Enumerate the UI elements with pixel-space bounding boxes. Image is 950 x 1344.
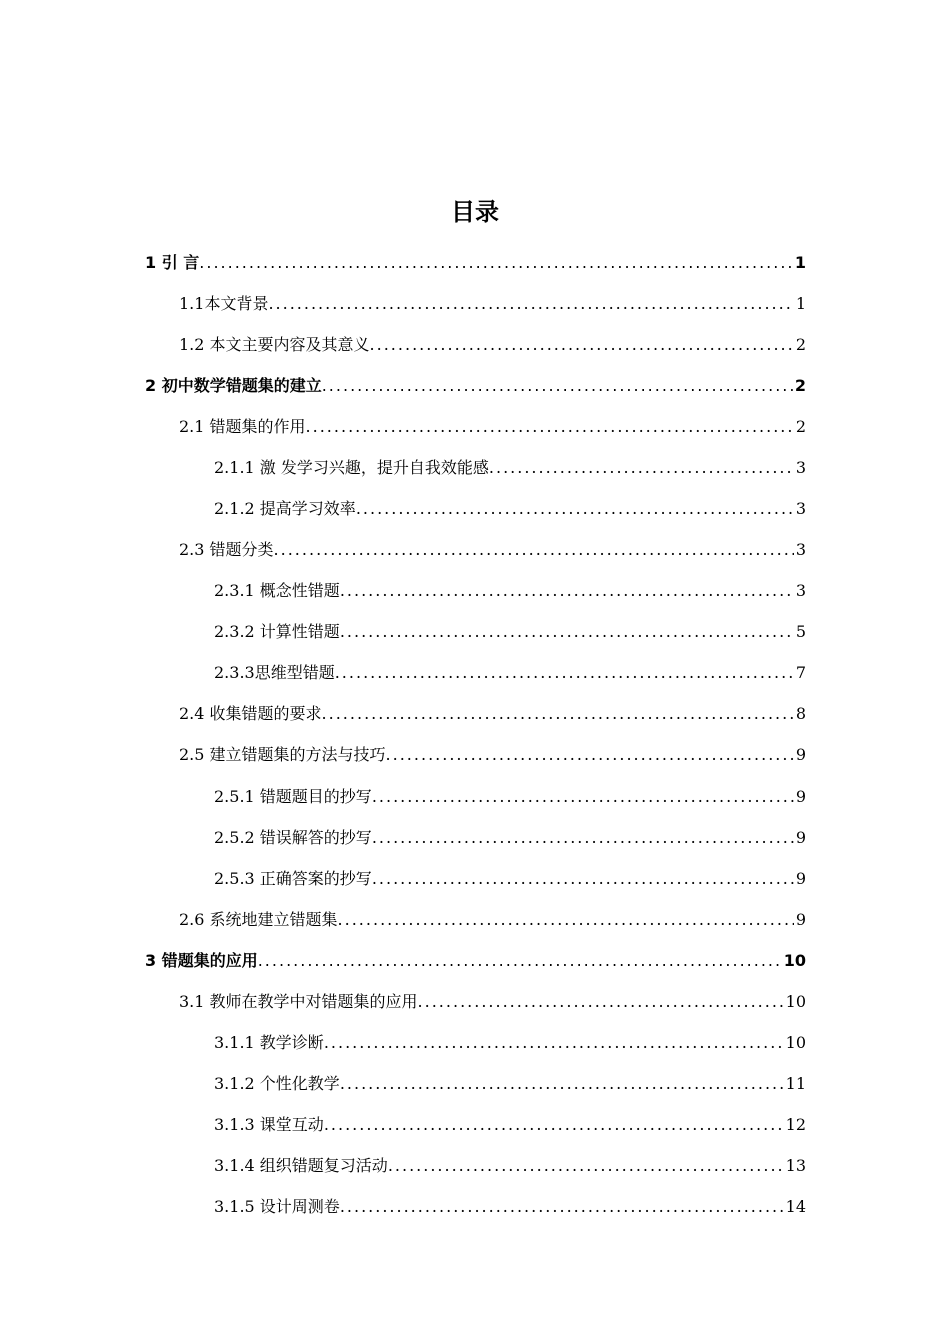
toc-entry[interactable] xyxy=(214,1195,806,1219)
toc-entry-label: 3.1.3 课堂互动 xyxy=(214,1114,324,1134)
toc-entry-page: 7 xyxy=(795,663,806,683)
toc-entry-page: 9 xyxy=(795,868,806,888)
toc-entry-page: 3 xyxy=(795,458,806,478)
toc-entry-page: 2 xyxy=(795,335,806,355)
toc-entry-page: 9 xyxy=(795,786,806,806)
toc-entry-page: 2 xyxy=(794,376,806,396)
toc-entry[interactable] xyxy=(179,538,806,562)
toc-entry-page: 9 xyxy=(795,909,806,929)
toc-entry-label: 2.5.1 错题题目的抄写 xyxy=(214,786,372,806)
dot-leader xyxy=(356,497,794,521)
dot-leader xyxy=(258,949,782,973)
dot-leader xyxy=(274,538,794,562)
toc-entry[interactable] xyxy=(214,826,806,850)
toc-entry[interactable] xyxy=(214,785,806,809)
toc-entry[interactable] xyxy=(214,456,806,480)
toc-entry-page: 8 xyxy=(795,704,806,724)
dot-leader xyxy=(322,374,793,398)
toc-entry-page: 3 xyxy=(795,540,806,560)
dot-leader xyxy=(340,579,794,603)
dot-leader xyxy=(324,1113,784,1137)
toc-entry-label: 1 引 言 xyxy=(145,253,200,272)
toc-entry-page: 9 xyxy=(795,827,806,847)
toc-entry-label: 2.4 收集错题的要求 xyxy=(179,704,322,724)
toc-entry[interactable] xyxy=(214,867,806,891)
dot-leader xyxy=(306,415,794,439)
toc-title: 目录 xyxy=(451,198,499,226)
dot-leader xyxy=(338,908,794,932)
toc-entry-page: 5 xyxy=(795,622,806,642)
dot-leader xyxy=(372,785,794,809)
toc-entry-page: 14 xyxy=(785,1196,806,1216)
dot-leader xyxy=(418,990,784,1014)
toc-entry-label: 2.5.3 正确答案的抄写 xyxy=(214,868,372,888)
toc-entry-page: 3 xyxy=(795,499,806,519)
dot-leader xyxy=(324,1031,784,1055)
toc-entry-label: 2.5 建立错题集的方法与技巧 xyxy=(179,745,386,765)
toc-entry-label: 2 初中数学错题集的建立 xyxy=(145,376,322,396)
toc-entry-label: 2.3.3思维型错题 xyxy=(214,663,335,683)
dot-leader xyxy=(268,292,793,316)
dot-leader xyxy=(386,743,794,767)
toc-entry[interactable] xyxy=(214,1113,806,1137)
toc-entry[interactable] xyxy=(214,620,806,644)
dot-leader xyxy=(340,620,794,644)
toc-entry-label: 2.1.2 提高学习效率 xyxy=(214,499,356,519)
toc-entry-page: 10 xyxy=(785,991,806,1011)
dot-leader xyxy=(340,1072,784,1096)
toc-entry[interactable] xyxy=(179,292,806,316)
toc-entry-label: 2.5.2 错误解答的抄写 xyxy=(214,827,372,847)
toc-entry[interactable] xyxy=(145,251,806,275)
dot-leader xyxy=(388,1154,784,1178)
toc-entry-page: 11 xyxy=(785,1073,806,1093)
toc-entry-label: 3.1.1 教学诊断 xyxy=(214,1032,324,1052)
toc-entry[interactable] xyxy=(214,579,806,603)
dot-leader xyxy=(340,1195,784,1219)
toc-entry[interactable] xyxy=(179,990,806,1014)
toc-entry-page: 1 xyxy=(794,253,806,272)
toc-entry[interactable] xyxy=(145,949,806,973)
dot-leader xyxy=(372,826,794,850)
toc-entry-page: 12 xyxy=(785,1114,806,1134)
toc-entry[interactable] xyxy=(214,661,806,685)
toc-entry[interactable] xyxy=(145,374,806,398)
toc-entry-label: 2.3.1 概念性错题 xyxy=(214,581,340,601)
toc-entry[interactable] xyxy=(179,333,806,357)
dot-leader xyxy=(322,702,794,726)
toc-entry-label: 2.3 错题分类 xyxy=(179,540,274,560)
toc-entry[interactable] xyxy=(179,415,806,439)
dot-leader xyxy=(370,333,794,357)
toc-entry-page: 2 xyxy=(795,417,806,437)
toc-entry-page: 13 xyxy=(785,1155,806,1175)
toc-entry-label: 3.1.4 组织错题复习活动 xyxy=(214,1155,388,1175)
toc-entry[interactable] xyxy=(179,702,806,726)
toc-entry[interactable] xyxy=(214,1154,806,1178)
toc-entry[interactable] xyxy=(214,497,806,521)
toc-entry-label: 2.1.1 激 发学习兴趣，提升自我效能感 xyxy=(214,458,489,478)
toc-entry-label: 2.6 系统地建立错题集 xyxy=(179,909,338,929)
toc-entry-page: 10 xyxy=(783,950,806,970)
toc-entry-page: 3 xyxy=(795,581,806,601)
toc-entry-label: 3 错题集的应用 xyxy=(145,950,258,970)
toc-entry-label: 1.2 本文主要内容及其意义 xyxy=(179,335,370,355)
toc-entry-page: 10 xyxy=(785,1032,806,1052)
toc-entry-label: 2.1 错题集的作用 xyxy=(179,417,306,437)
toc-entry-page: 9 xyxy=(795,745,806,765)
toc-entry[interactable] xyxy=(179,743,806,767)
dot-leader xyxy=(372,867,794,891)
toc-entry[interactable] xyxy=(214,1031,806,1055)
toc-entry-page: 1 xyxy=(795,294,806,314)
dot-leader xyxy=(335,661,794,685)
toc-entry-label: 3.1.2 个性化教学 xyxy=(214,1073,340,1093)
toc-entry-label: 3.1 教师在教学中对错题集的应用 xyxy=(179,991,418,1011)
toc-entry[interactable] xyxy=(214,1072,806,1096)
dot-leader xyxy=(489,456,794,480)
toc-entry-label: 1.1本文背景 xyxy=(179,294,269,314)
toc-entry[interactable] xyxy=(179,908,806,932)
toc-entry-label: 3.1.5 设计周测卷 xyxy=(214,1196,340,1216)
toc-entry-label: 2.3.2 计算性错题 xyxy=(214,622,340,642)
dot-leader xyxy=(199,251,793,275)
